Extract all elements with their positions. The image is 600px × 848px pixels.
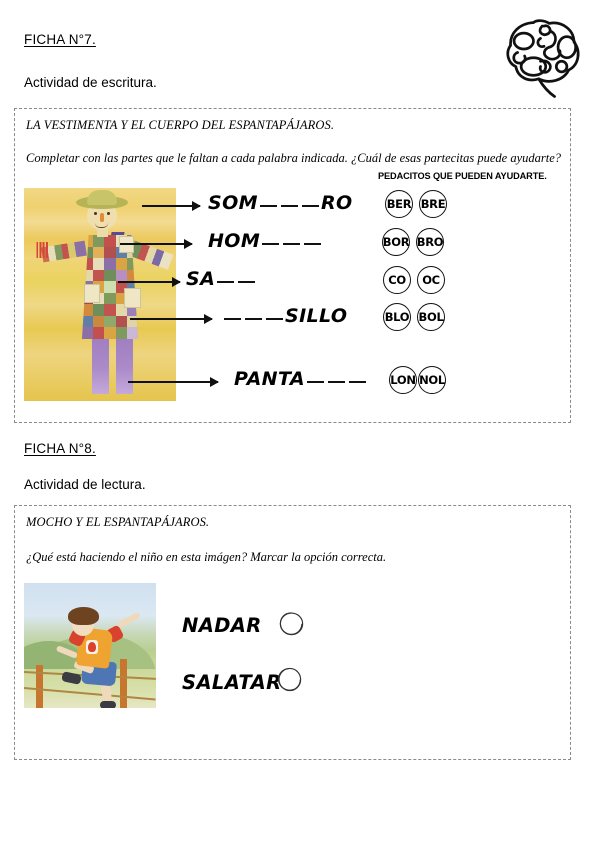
word-row-3 bbox=[186, 268, 257, 290]
scarecrow-illustration bbox=[24, 188, 176, 401]
word-prefix: SOM bbox=[208, 192, 258, 214]
scarecrow-left-eye bbox=[94, 212, 97, 215]
scarecrow-right-leg bbox=[116, 336, 133, 394]
reading-activity-heading: MOCHO Y EL ESPANTAPÁJAROS. bbox=[26, 515, 210, 529]
scarecrow-left-leg bbox=[92, 336, 109, 394]
reading-activity-instruction: ¿Qué está haciendo el niño en esta imágen? Marcar la opción correcta. bbox=[26, 550, 387, 564]
fence-post-right bbox=[120, 659, 127, 708]
reading-option-label-salatar: SALATAR bbox=[182, 671, 282, 694]
word-prefix: SA bbox=[186, 268, 216, 290]
word-suffix: RO bbox=[320, 192, 353, 214]
boy-on-fence-illustration bbox=[24, 583, 156, 708]
syllable-option-blo[interactable]: BLO bbox=[383, 303, 411, 331]
word-row-1 bbox=[208, 192, 353, 214]
ficha-8-activity-label: Actividad de lectura. bbox=[24, 477, 146, 492]
ficha-7-activity-label: Actividad de escritura. bbox=[24, 75, 157, 90]
scarecrow-patch-left bbox=[84, 284, 100, 303]
blank-space[interactable] bbox=[328, 381, 345, 383]
syllable-option-ber[interactable]: BER bbox=[385, 190, 413, 218]
syllable-option-co[interactable]: CO bbox=[383, 266, 411, 294]
scarecrow-patch-right bbox=[124, 288, 141, 308]
word-prefix: HOM bbox=[208, 230, 261, 252]
blank-space[interactable] bbox=[262, 243, 279, 245]
writing-activity-heading: LA VESTIMENTA Y EL CUERPO DEL ESPANTAPÁJAROS. bbox=[26, 118, 335, 132]
ficha-7-title: FICHA N°7. bbox=[24, 32, 96, 47]
boy-hair bbox=[68, 607, 99, 625]
arrow-to-row-1 bbox=[142, 205, 200, 207]
blank-space[interactable] bbox=[283, 243, 300, 245]
blank-space[interactable] bbox=[281, 205, 298, 207]
brain-icon bbox=[500, 12, 588, 100]
word-row-4 bbox=[222, 305, 347, 327]
scarecrow-hat-crown bbox=[87, 190, 117, 205]
reading-option-circle-salatar[interactable] bbox=[276, 666, 303, 693]
boy-shirt-logo bbox=[86, 640, 98, 654]
blank-space[interactable] bbox=[217, 281, 234, 283]
blank-space[interactable] bbox=[349, 381, 366, 383]
arrow-to-row-2 bbox=[120, 243, 192, 245]
word-row-2 bbox=[208, 230, 323, 252]
helper-syllables-header: PEDACITOS QUE PUEDEN AYUDARTE. bbox=[378, 171, 547, 181]
blank-space[interactable] bbox=[266, 318, 283, 320]
ficha-8-title: FICHA N°8. bbox=[24, 441, 96, 456]
arrow-to-row-3 bbox=[118, 281, 180, 283]
blank-space[interactable] bbox=[238, 281, 255, 283]
boy-right-arm bbox=[117, 612, 141, 629]
word-row-5 bbox=[234, 368, 368, 390]
blank-space[interactable] bbox=[304, 243, 321, 245]
blank-space[interactable] bbox=[224, 318, 241, 320]
syllable-option-nol[interactable]: NOL bbox=[418, 366, 446, 394]
scarecrow-neck bbox=[97, 229, 108, 237]
writing-activity-instruction: Completar con las partes que le faltan a cada palabra indicada. ¿Cuál de esas partecitas puede ayudarte? bbox=[26, 151, 562, 165]
scarecrow-nose bbox=[100, 213, 104, 222]
word-suffix: SILLO bbox=[285, 305, 348, 327]
syllable-option-bor[interactable]: BOR bbox=[382, 228, 410, 256]
arrow-to-row-4 bbox=[130, 318, 212, 320]
syllable-option-bro[interactable]: BRO bbox=[416, 228, 444, 256]
arrow-to-row-5 bbox=[128, 381, 218, 383]
blank-space[interactable] bbox=[245, 318, 262, 320]
syllable-option-lon[interactable]: LON bbox=[389, 366, 417, 394]
scarecrow-right-eye bbox=[107, 212, 110, 215]
reading-option-circle-nadar[interactable] bbox=[278, 610, 305, 637]
syllable-option-oc[interactable]: OC bbox=[417, 266, 445, 294]
word-prefix: PANTA bbox=[234, 368, 305, 390]
syllable-option-bre[interactable]: BRE bbox=[419, 190, 447, 218]
blank-space[interactable] bbox=[302, 205, 319, 207]
blank-space[interactable] bbox=[260, 205, 277, 207]
reading-option-label-nadar: NADAR bbox=[182, 614, 262, 637]
boy-shoe-back bbox=[100, 701, 116, 708]
scarecrow-left-hand bbox=[34, 242, 48, 258]
blank-space[interactable] bbox=[307, 381, 324, 383]
syllable-option-bol[interactable]: BOL bbox=[417, 303, 445, 331]
